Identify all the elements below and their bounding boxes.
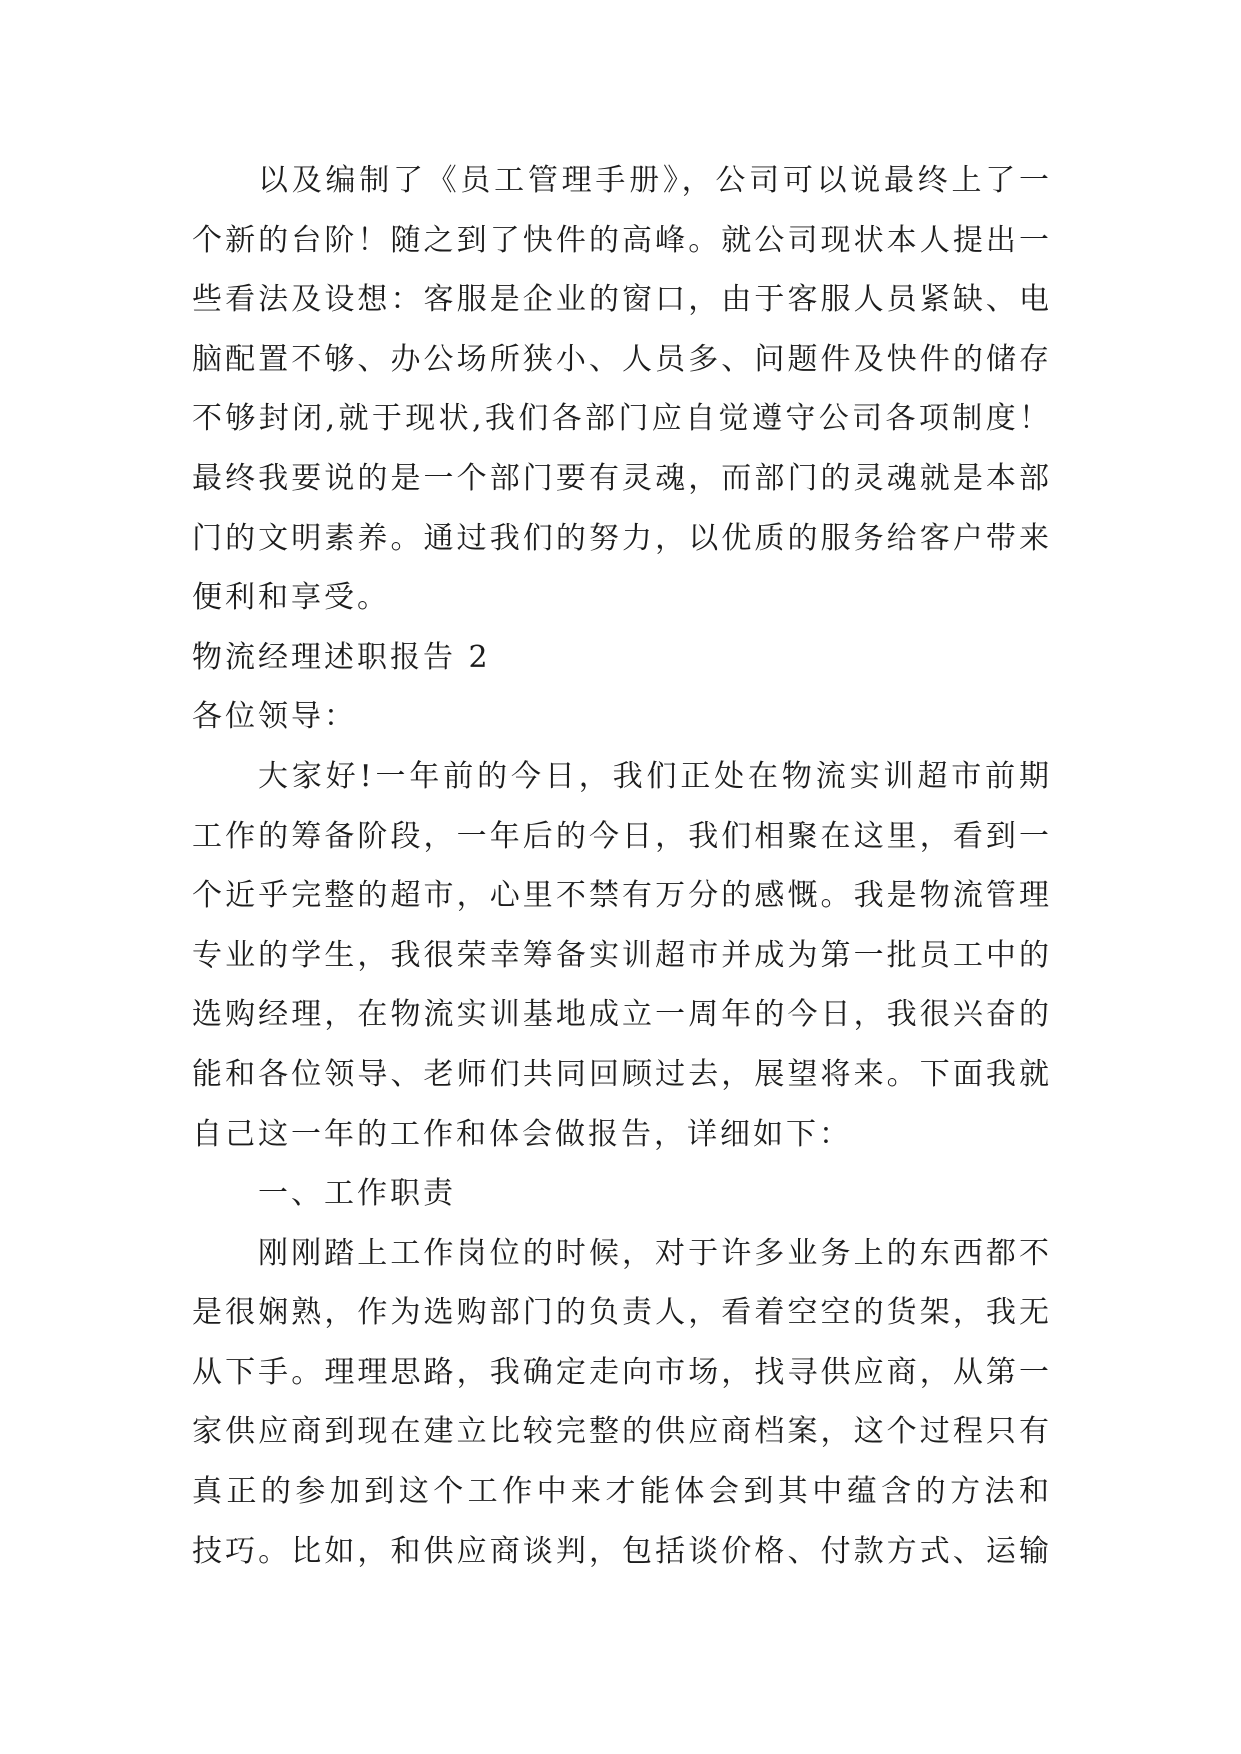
- paragraph-line: 以及编制了《员工管理手册》，公司可以说最终上了一: [258, 163, 1049, 198]
- continued-paragraph: [192, 151, 1049, 628]
- paragraph-line: 家供应商到现在建立比较完整的供应商档案，这个过程只有: [192, 1414, 1049, 1450]
- paragraph-line: 便利和享受。: [192, 580, 390, 616]
- salutation: 各位领导：: [192, 699, 357, 735]
- paragraph-line: 个新的台阶！随之到了快件的高峰。就公司现状本人提出一: [192, 222, 1049, 258]
- paragraph-line: 能和各位领导、老师们共同回顾过去，展望将来。下面我就: [192, 1056, 1049, 1092]
- section-heading: 一、工作职责: [258, 1176, 456, 1212]
- paragraph-line: 工作的筹备阶段，一年后的今日，我们相聚在这里，看到一: [192, 818, 1049, 854]
- paragraph-line: 些看法及设想：客服是企业的窗口，由于客服人员紧缺、电: [192, 282, 1049, 318]
- paragraph-line: 个近乎完整的超市，心里不禁有万分的感慨。我是物流管理: [192, 878, 1049, 914]
- paragraph-line: 专业的学生，我很荣幸筹备实训超市并成为第一批员工中的: [192, 937, 1049, 973]
- paragraph-line: 不够封闭,就于现状,我们各部门应自觉遵守公司各项制度！: [192, 401, 1049, 437]
- paragraph-line: 技巧。比如，和供应商谈判，包括谈价格、付款方式、运输: [192, 1533, 1049, 1569]
- intro-paragraph: [192, 747, 1049, 1164]
- paragraph-line: 是很娴熟，作为选购部门的负责人，看着空空的货架，我无: [192, 1295, 1049, 1331]
- paragraph-line: 大家好!一年前的今日，我们正处在物流实训超市前期: [258, 758, 1049, 794]
- paragraph-line: 真正的参加到这个工作中来才能体会到其中蕴含的方法和: [192, 1474, 1049, 1510]
- report-title: 物流经理述职报告 2: [192, 639, 491, 675]
- paragraph-line: 刚刚踏上工作岗位的时候，对于许多业务上的东西都不: [258, 1235, 1049, 1271]
- paragraph-line: 选购经理，在物流实训基地成立一周年的今日，我很兴奋的: [192, 997, 1049, 1033]
- paragraph-line: 最终我要说的是一个部门要有灵魂，而部门的灵魂就是本部: [192, 460, 1049, 496]
- section-paragraph: [192, 1224, 1049, 1582]
- document-body: [192, 151, 1049, 1581]
- paragraph-line: 门的文明素养。通过我们的努力，以优质的服务给客户带来: [192, 520, 1049, 556]
- paragraph-line: 从下手。理理思路，我确定走向市场，找寻供应商，从第一: [192, 1354, 1049, 1390]
- paragraph-line: 脑配置不够、办公场所狭小、人员多、问题件及快件的储存: [192, 341, 1049, 377]
- paragraph-line: 自己这一年的工作和体会做报告，详细如下：: [192, 1116, 852, 1152]
